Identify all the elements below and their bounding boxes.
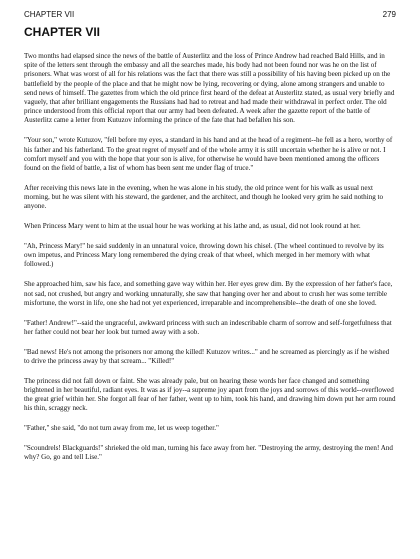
paragraph: After receiving this news late in the evening, when he was alone in his study, the old prince went for his walk as usual next morning, but he was silent with his steward, the gardener, and the architect, and though he looked very grim he said nothing to anyone.	[24, 183, 384, 211]
paragraph: Two months had elapsed since the news of the battle of Austerlitz and the loss of Prince Andrew had reached Bald Hills, and in spite of the letters sent through the embassy and all the searches made, his body had not been found nor was he on the list of prisoners. What was worst of all for his relations was the fact that there was still a possibility of his having been picked up on the battlefield by the people of the place and that he might now be lying, recovering or dying, alone among strangers and unable to send news of himself. The gazettes from which the old prince first heard of the defeat at Austerlitz stated, as usual very briefly and vaguely, that after brilliant engagements the Russians had had to retreat and had made their withdrawal in perfect order. The old prince understood from this official report that our army had been defeated. A week after the gazette report of the battle of Austerlitz came a letter from Kutuzov informing the prince of the fate that had befallen his son.	[24, 52, 395, 125]
paragraph: "Father," she said, "do not turn away from me, let us weep together."	[24, 424, 219, 433]
paragraph: "Bad news! He's not among the prisoners nor among the killed! Kutuzov writes..." and he screamed as piercingly as if he wished to drive the princess away by that scream... "Killed!"	[24, 347, 390, 365]
running-title: CHAPTER VII	[24, 10, 75, 19]
paragraph: "Ah, Princess Mary!" he said suddenly in an unnatural voice, throwing down his chisel. (The wheel continued to revolve by its own impetus, and Princess Mary long remembered the dying creak of that wheel, which merged in her memory with what followed.)	[24, 242, 384, 269]
page-number: 279	[382, 10, 396, 19]
paragraph: "Your son," wrote Kutuzov, "fell before my eyes, a standard in his hand and at the head of a regiment--he fell as a hero, worthy of his father and his fatherland. To the great regret of myself and of the whole army it is still uncertain whether he is alive or not. I comfort myself and you with the hope that your son is alive, for otherwise he would have been mentioned among the officers found on the field of battle, a list of whom has been sent me under flag of truce."	[24, 136, 393, 172]
paragraph: She approached him, saw his face, and something gave way within her. Her eyes grew dim. By the expression of her father's face, not sad, not crushed, but angry and working unnaturally, she saw that hanging over her and about to crush her was some terrible misfortune, the worst in life, one she had not yet experienced, irreparable and incomprehensible--the death of one she loved.	[24, 280, 393, 307]
paragraph: The princess did not fall down or faint. She was already pale, but on hearing these words her face changed and something brightened in her beautiful, radiant eyes. It was as if joy--a supreme joy apart from the joys and sorrows of this world--overflowed the great grief within her. She forgot all fear of her father, went up to him, took his hand, and drawing him down put her arm round his thin, scraggy neck.	[24, 376, 396, 413]
paragraph: "Scoundrels! Blackguards!" shrieked the old man, turning his face away from her. "Destroying the army, destroying the men! And why? Go, go and tell Lise."	[24, 444, 393, 462]
paragraph: "Father! Andrew!"--said the ungraceful, awkward princess with such an indescribable charm of sorrow and self-forgetfulness that her father could not bear her look but turned away with a sob.	[24, 318, 392, 336]
paragraph: When Princess Mary went to him at the usual hour he was working at his lathe and, as usual, did not look round at her.	[24, 222, 361, 231]
chapter-title: CHAPTER VII	[24, 25, 101, 39]
body-text	[24, 52, 396, 473]
running-header	[24, 10, 396, 19]
